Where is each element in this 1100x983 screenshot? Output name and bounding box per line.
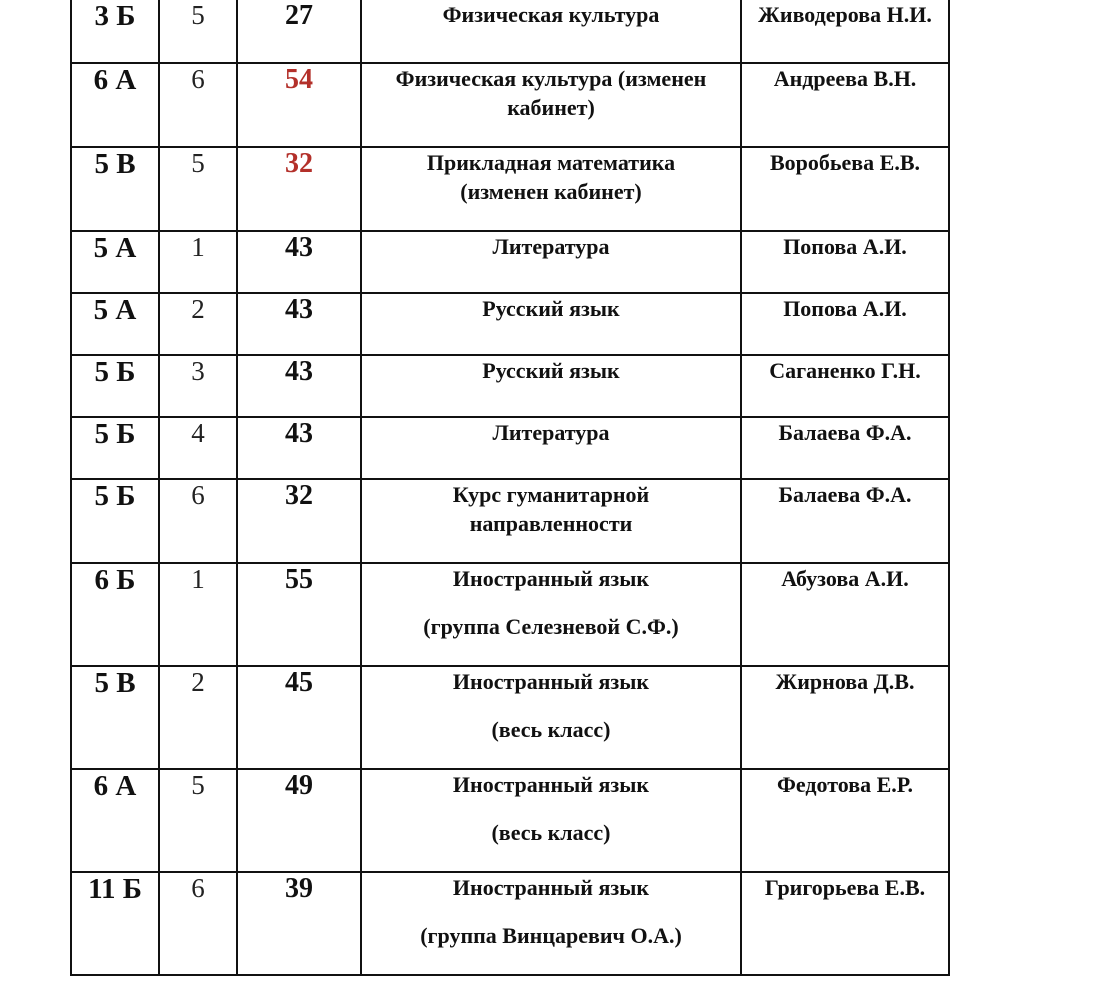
class-cell: 11 Б — [71, 872, 159, 975]
room-cell: 55 — [237, 563, 361, 666]
teacher-cell: Абузова А.И. — [741, 563, 949, 666]
lesson-number-cell: 5 — [159, 0, 237, 63]
teacher-cell: Воробьева Е.В. — [741, 147, 949, 231]
lesson-number-cell: 1 — [159, 231, 237, 293]
subject-cell — [361, 147, 741, 231]
room-cell: 27 — [237, 0, 361, 63]
subject-cell — [361, 563, 741, 666]
subject-cell — [361, 293, 741, 355]
subject-line: (группа Винцаревич О.А.) — [420, 923, 682, 948]
room-cell: 39 — [237, 872, 361, 975]
subject-line: (весь класс) — [491, 820, 611, 845]
lesson-number-cell: 6 — [159, 479, 237, 563]
lesson-number-cell: 6 — [159, 63, 237, 147]
schedule-table — [70, 0, 950, 976]
lesson-number-cell: 6 — [159, 872, 237, 975]
teacher-cell: Попова А.И. — [741, 293, 949, 355]
subject-cell — [361, 417, 741, 479]
subject-cell — [361, 872, 741, 975]
subject-cell — [361, 769, 741, 872]
lesson-number-cell: 4 — [159, 417, 237, 479]
table-row — [71, 563, 949, 666]
subject-line: Иностранный язык — [452, 669, 650, 694]
teacher-cell: Федотова Е.Р. — [741, 769, 949, 872]
subject-line: Иностранный язык — [452, 875, 650, 900]
table-row — [71, 666, 949, 769]
subject-cell — [361, 63, 741, 147]
lesson-number-cell: 5 — [159, 769, 237, 872]
class-cell: 6 А — [71, 63, 159, 147]
subject-line: (группа Селезневой С.Ф.) — [423, 614, 679, 639]
subject-cell — [361, 479, 741, 563]
subject-line: Иностранный язык — [452, 772, 650, 797]
table-row — [71, 872, 949, 975]
class-cell: 5 А — [71, 231, 159, 293]
subject-line: Русский язык — [482, 296, 620, 321]
teacher-cell: Жирнова Д.В. — [741, 666, 949, 769]
class-cell: 5 В — [71, 147, 159, 231]
class-cell: 5 Б — [71, 479, 159, 563]
teacher-cell: Андреева В.Н. — [741, 63, 949, 147]
subject-line: Русский язык — [482, 358, 620, 383]
room-cell: 43 — [237, 293, 361, 355]
lesson-number-cell: 3 — [159, 355, 237, 417]
room-cell: 45 — [237, 666, 361, 769]
class-cell: 3 Б — [71, 0, 159, 63]
room-cell: 49 — [237, 769, 361, 872]
subject-line: Литература — [492, 234, 610, 259]
subject-line: кабинет) — [507, 95, 595, 120]
subject-line: Иностранный язык — [452, 566, 650, 591]
subject-line: Физическая культура (изменен — [395, 66, 707, 91]
lesson-number-cell: 5 — [159, 147, 237, 231]
class-cell: 5 В — [71, 666, 159, 769]
table-row — [71, 0, 949, 63]
lesson-number-cell: 2 — [159, 666, 237, 769]
subject-cell — [361, 666, 741, 769]
room-cell: 32 — [237, 479, 361, 563]
table-row — [71, 355, 949, 417]
subject-cell — [361, 0, 741, 63]
room-cell-changed: 54 — [237, 63, 361, 147]
teacher-cell: Григорьева Е.В. — [741, 872, 949, 975]
table-row — [71, 479, 949, 563]
subject-line: Прикладная математика — [426, 150, 676, 175]
class-cell: 5 Б — [71, 417, 159, 479]
teacher-cell: Живодерова Н.И. — [741, 0, 949, 63]
subject-cell — [361, 231, 741, 293]
teacher-cell: Балаева Ф.А. — [741, 479, 949, 563]
subject-line: Курс гуманитарной — [452, 482, 650, 507]
subject-line: (изменен кабинет) — [460, 179, 642, 204]
table-row — [71, 293, 949, 355]
subject-line: Физическая культура — [442, 2, 660, 27]
table-row — [71, 147, 949, 231]
lesson-number-cell: 2 — [159, 293, 237, 355]
room-cell: 43 — [237, 355, 361, 417]
room-cell: 43 — [237, 231, 361, 293]
teacher-cell: Балаева Ф.А. — [741, 417, 949, 479]
class-cell: 5 А — [71, 293, 159, 355]
subject-cell — [361, 355, 741, 417]
subject-line: (весь класс) — [491, 717, 611, 742]
subject-line: направленности — [469, 511, 633, 536]
room-cell: 43 — [237, 417, 361, 479]
table-row — [71, 769, 949, 872]
class-cell: 6 А — [71, 769, 159, 872]
class-cell: 5 Б — [71, 355, 159, 417]
room-cell-changed: 32 — [237, 147, 361, 231]
table-row — [71, 417, 949, 479]
teacher-cell: Саганенко Г.Н. — [741, 355, 949, 417]
subject-line: Литература — [492, 420, 610, 445]
teacher-cell: Попова А.И. — [741, 231, 949, 293]
table-row — [71, 63, 949, 147]
table-row — [71, 231, 949, 293]
class-cell: 6 Б — [71, 563, 159, 666]
lesson-number-cell: 1 — [159, 563, 237, 666]
